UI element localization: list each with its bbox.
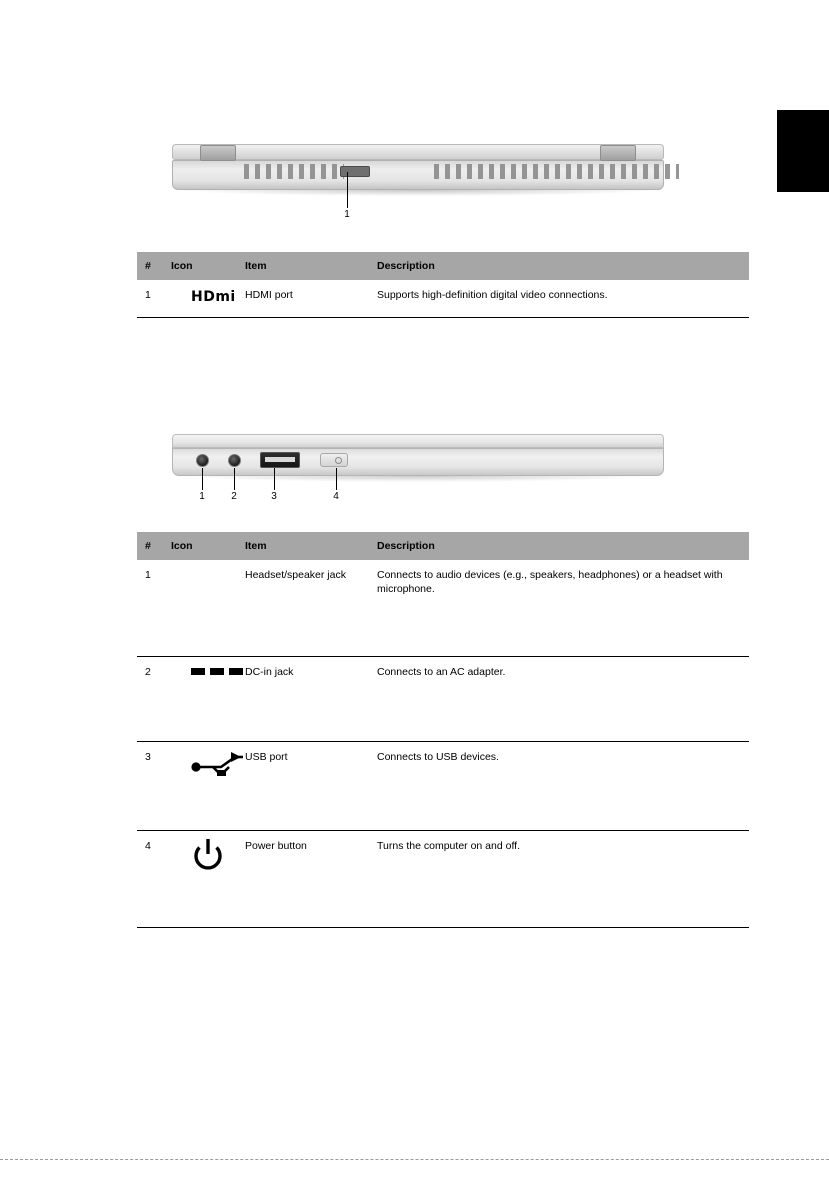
laptop-lid	[172, 144, 664, 160]
hinge-left	[200, 145, 236, 161]
callout-number-4: 4	[333, 491, 339, 502]
callout-number-2: 2	[231, 491, 237, 502]
rear-view-illustration	[172, 140, 664, 198]
dc-in-jack-illustration	[228, 454, 241, 467]
header-item: Item	[237, 252, 369, 280]
power-icon	[163, 831, 237, 928]
cell-number: 1	[137, 280, 163, 317]
table-row	[137, 742, 749, 831]
cell-description: Turns the computer on and off.	[369, 831, 749, 928]
cell-item: USB port	[237, 742, 369, 831]
hdmi-icon	[163, 280, 237, 317]
usb-icon-glyph	[191, 750, 245, 776]
callout-leader-line	[202, 468, 203, 490]
cell-number: 3	[137, 742, 163, 831]
cell-number: 1	[137, 560, 163, 657]
usb-port-illustration	[260, 452, 300, 468]
vent-grill-left	[244, 164, 344, 179]
header-number: #	[137, 252, 163, 280]
usb-icon	[163, 742, 237, 831]
vent-grill-right	[434, 164, 679, 179]
header-icon: Icon	[163, 252, 237, 280]
cell-description: Supports high-definition digital video connections.	[369, 280, 749, 317]
cell-item: Headset/speaker jack	[237, 560, 369, 657]
header-number: #	[137, 532, 163, 560]
table-row	[137, 831, 749, 928]
icon-cell-empty	[163, 560, 237, 657]
callout-leader-line	[234, 468, 235, 490]
cell-item: Power button	[237, 831, 369, 928]
hdmi-port-illustration	[340, 166, 370, 177]
left-view-table	[137, 532, 749, 928]
hdmi-icon-glyph: HDmi	[191, 289, 236, 305]
cell-item: DC-in jack	[237, 657, 369, 742]
cell-number: 2	[137, 657, 163, 742]
power-icon-glyph	[191, 839, 225, 873]
callout-leader-line	[347, 172, 348, 208]
footer-divider	[0, 1159, 829, 1160]
illustration-shadow-left	[186, 476, 650, 482]
callout-number-3: 3	[271, 491, 277, 502]
table-header-row	[137, 532, 749, 560]
laptop-base-left-view	[172, 448, 664, 476]
header-item: Item	[237, 532, 369, 560]
dc-in-icon-glyph	[191, 668, 243, 675]
header-description: Description	[369, 532, 749, 560]
left-view-illustration	[172, 432, 664, 486]
callout-number-1: 1	[199, 491, 205, 502]
callout-leader-line	[274, 468, 275, 490]
table-row	[137, 657, 749, 742]
laptop-left-body	[172, 432, 664, 486]
cell-description: Connects to USB devices.	[369, 742, 749, 831]
illustration-shadow	[182, 190, 654, 196]
cell-description: Connects to audio devices (e.g., speakers, headphones) or a headset with microphone.	[369, 560, 749, 657]
cell-description: Connects to an AC adapter.	[369, 657, 749, 742]
table-row	[137, 280, 749, 317]
headset-jack-illustration	[196, 454, 209, 467]
cell-item: HDMI port	[237, 280, 369, 317]
laptop-rear-body	[172, 140, 664, 198]
cell-number: 4	[137, 831, 163, 928]
page-corner-tab	[777, 110, 829, 192]
dc-in-icon	[163, 657, 237, 742]
laptop-lid-left-view	[172, 434, 664, 448]
callout-leader-line	[336, 468, 337, 490]
rear-view-table	[137, 252, 749, 318]
table-header-row	[137, 252, 749, 280]
power-button-illustration	[320, 453, 348, 467]
callout-number-1: 1	[344, 209, 350, 220]
hinge-right	[600, 145, 636, 161]
table-row	[137, 560, 749, 657]
header-icon: Icon	[163, 532, 237, 560]
header-description: Description	[369, 252, 749, 280]
